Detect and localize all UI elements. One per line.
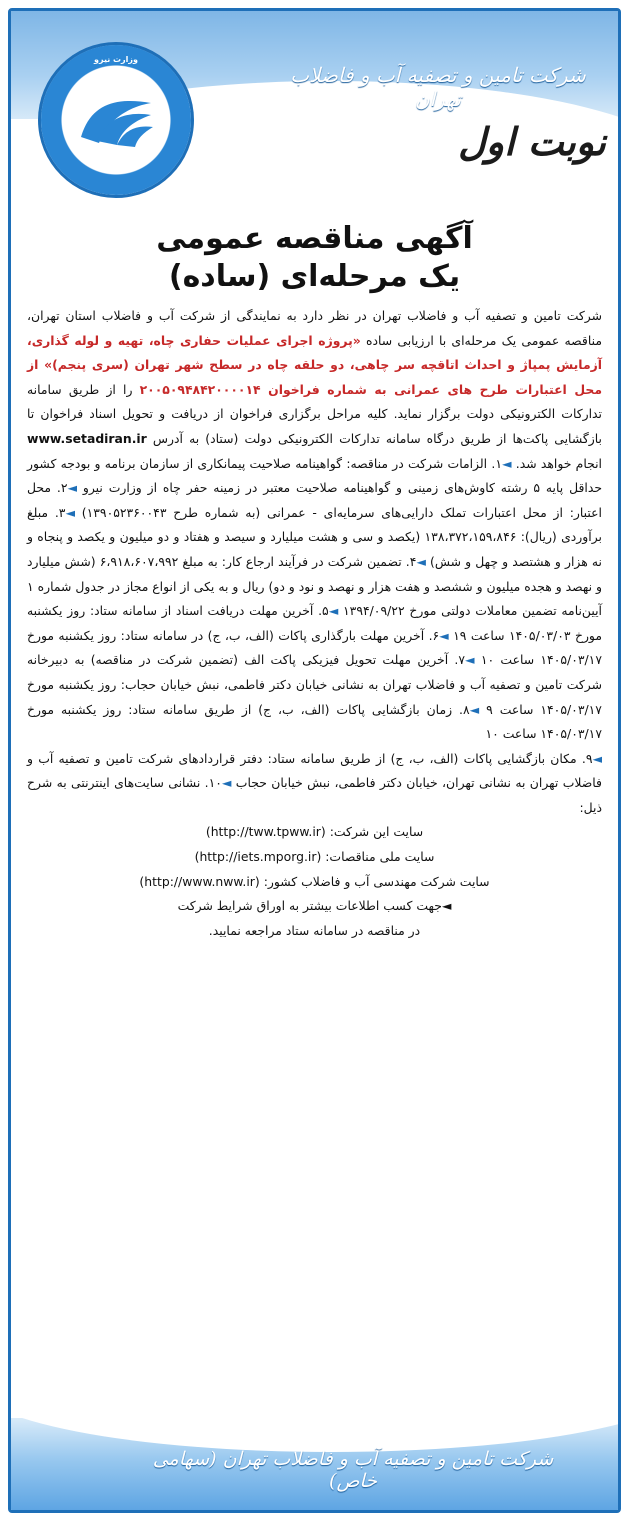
item-1: ۱. الزامات شرکت در مناقصه: گواهینامه صلاحیت پیمانکاری از سازمان برنامه و بودجه کشور حداقل پایه ۵ رشته کاوش‌های زمینی و گواهینامه صلاحیت معتبر در زمینه حفر چاه از وزارت نیرو — [27, 455, 602, 496]
ad-title-line1: آگهی مناقصه عمومی — [156, 221, 473, 256]
company-name-header: شرکت تامین و تصفیه آب و فاضلاب تهران — [290, 63, 586, 111]
arrow-icon: ◄ — [439, 627, 449, 643]
arrow-icon: ◄ — [328, 603, 339, 619]
item-7: ۷. آخرین مهلت تحویل فیزیکی پاکت الف (تضمین شرکت در مناقصه) به دبیرخانه شرکت تامین و تصفیه آب و فاضلاب تهران به نشانی خیابان دکتر فاطمی، نبش خیابان حجاب: روز یکشنبه مورخ ۱۴۰۵/۰۳/۱۷ ساعت ۹ — [27, 652, 602, 717]
closing-line-1 — [27, 894, 602, 919]
site-label: سایت این شرکت: — [329, 824, 424, 840]
advertisement-frame — [8, 8, 621, 1513]
header — [11, 11, 618, 216]
arrow-icon: ◄ — [65, 504, 75, 520]
project-title: «پروژه اجرای عملیات حفاری چاه، تهیه و لوله گذاری، آزمایش پمپاژ و احداث اتاقچه سر چاهی، دو حلقه چاه در سطح شهر تهران (سری پنجم)» از محل اعتبارات طرح های عمرانی به شماره فراخوان ۲۰۰۵۰۹۴۸۴۲۰۰۰۰۱۴ — [27, 332, 602, 397]
setad-link[interactable]: www.setadiran.ir — [27, 430, 147, 446]
arrow-icon: ◄ — [465, 652, 475, 668]
item-5: ۵. آخرین مهلت دریافت اسناد از سامانه ستاد: روز یکشنبه مورخ ۱۴۰۵/۰۳/۰۳ ساعت ۱۹ — [27, 603, 602, 643]
arrow-icon: ◄ — [67, 480, 77, 496]
paragraph-1: را از طریق سامانه تدارکات الکترونیکی دولت برگزار نماید. کلیه مراحل برگزاری فراخوان از دریافت و تحویل اسناد فراخوان تا بازگشایی پاکت‌ها از طریق درگاه سامانه تدارکات الکترونیکی دولت (ستاد) به آدرس — [27, 381, 602, 446]
arrow-icon: ◄ — [501, 455, 512, 471]
item-4: ۴. تضمین شرکت در فرآیند ارجاع کار: به مبلغ ۶،۹۱۸،۶۰۷،۹۹۲ (شش میلیارد و نهصد و هجده میلیون و ششصد و هفت هزار و نهصد و نود و دو) ریال و به یکی از انواع مجاز در جدول شماره ۱ آیین‌نامه تضمین معاملات دولتی مورخ ۱۳۹۴/۰۹/۲۲ — [27, 553, 602, 619]
arrow-icon: ◄ — [221, 775, 232, 791]
arrow-icon: ◄ — [416, 553, 426, 569]
footer — [11, 1418, 618, 1510]
footer-swoosh — [8, 1382, 621, 1452]
arrow-icon: ◄ — [469, 701, 480, 717]
site-list — [11, 820, 618, 943]
logo-text: وزارت نیرو — [94, 55, 138, 64]
site-line — [27, 845, 602, 870]
ad-title — [11, 220, 618, 296]
company-logo — [41, 45, 191, 195]
ad-title-line2: یک مرحله‌ای (ساده) — [168, 259, 461, 294]
site-url[interactable]: (http://iets.mporg.ir) — [194, 849, 322, 865]
item-9: ۹. مکان بازگشایی پاکات (الف، ب، ج) از طریق سامانه ستاد: دفتر قراردادهای شرکت تامین و تصفیه آب و فاضلاب تهران به نشانی تهران، خیابان دکتر فاطمی، نبش خیابان حجاب — [27, 750, 602, 791]
site-line — [27, 870, 602, 895]
site-label: سایت شرکت مهندسی آب و فاضلاب کشور: — [263, 873, 490, 889]
company-name-footer: شرکت تامین و تصفیه آب و فاضلاب تهران (سهامی خاص) — [152, 1448, 554, 1492]
paragraph-2: انجام خواهد شد. — [515, 455, 602, 471]
ad-body — [11, 296, 618, 820]
arrow-icon: ◄ — [592, 750, 602, 766]
closing-line-2: در مناقصه در سامانه ستاد مراجعه نمایید. — [208, 922, 421, 938]
item-3: ۳. مبلغ برآوردی (ریال): ۱۳۸،۳۷۲،۱۵۹،۸۴۶ (یکصد و سی و هشت میلیارد و سیصد و هفتاد و دو میلیون و یکصد و پنجاه و نه هزار و هشتصد و چهل و شش) — [27, 504, 602, 569]
site-label: سایت ملی مناقصات: — [325, 849, 435, 865]
item-8: ۸. زمان بازگشایی پاکات (الف، ب، ج) از طریق سامانه ستاد: روز یکشنبه مورخ ۱۴۰۵/۰۳/۱۷ ساعت ۱۰ — [27, 701, 602, 742]
closing-text-1: جهت کسب اطلاعات بیشتر به اوراق شرایط شرکت — [177, 898, 442, 914]
edition-label: نوبت اول — [458, 119, 606, 164]
arrow-icon: ◄ — [441, 898, 452, 914]
item-10: ۱۰. نشانی سایت‌های اینترنتی به شرح ذیل: — [27, 775, 602, 815]
item-2: ۲. محل اعتبار: از محل اعتبارات تملک دارایی‌های سرمایه‌ای - عمرانی (به شماره طرح ۱۳۹۰۵۲۳۶۰۰۴۳) — [27, 480, 602, 520]
site-url[interactable]: (http://www.nww.ir) — [139, 873, 260, 889]
intro-text: شرکت تامین و تصفیه آب و فاضلاب تهران در نظر دارد به نمایندگی از شرکت آب و فاضلاب استان تهران، مناقصه عمومی یک مرحله‌ای با ارزیابی ساده — [27, 308, 602, 348]
item-6: ۶. آخرین مهلت بارگذاری پاکات (الف، ب، ج) در سامانه ستاد: روز یکشنبه مورخ ۱۴۰۵/۰۳/۱۷ ساعت ۱۰ — [27, 627, 602, 668]
water-drop-icon — [77, 93, 155, 147]
site-line — [27, 820, 602, 845]
site-url[interactable]: (http://tww.tpww.ir) — [205, 824, 326, 840]
